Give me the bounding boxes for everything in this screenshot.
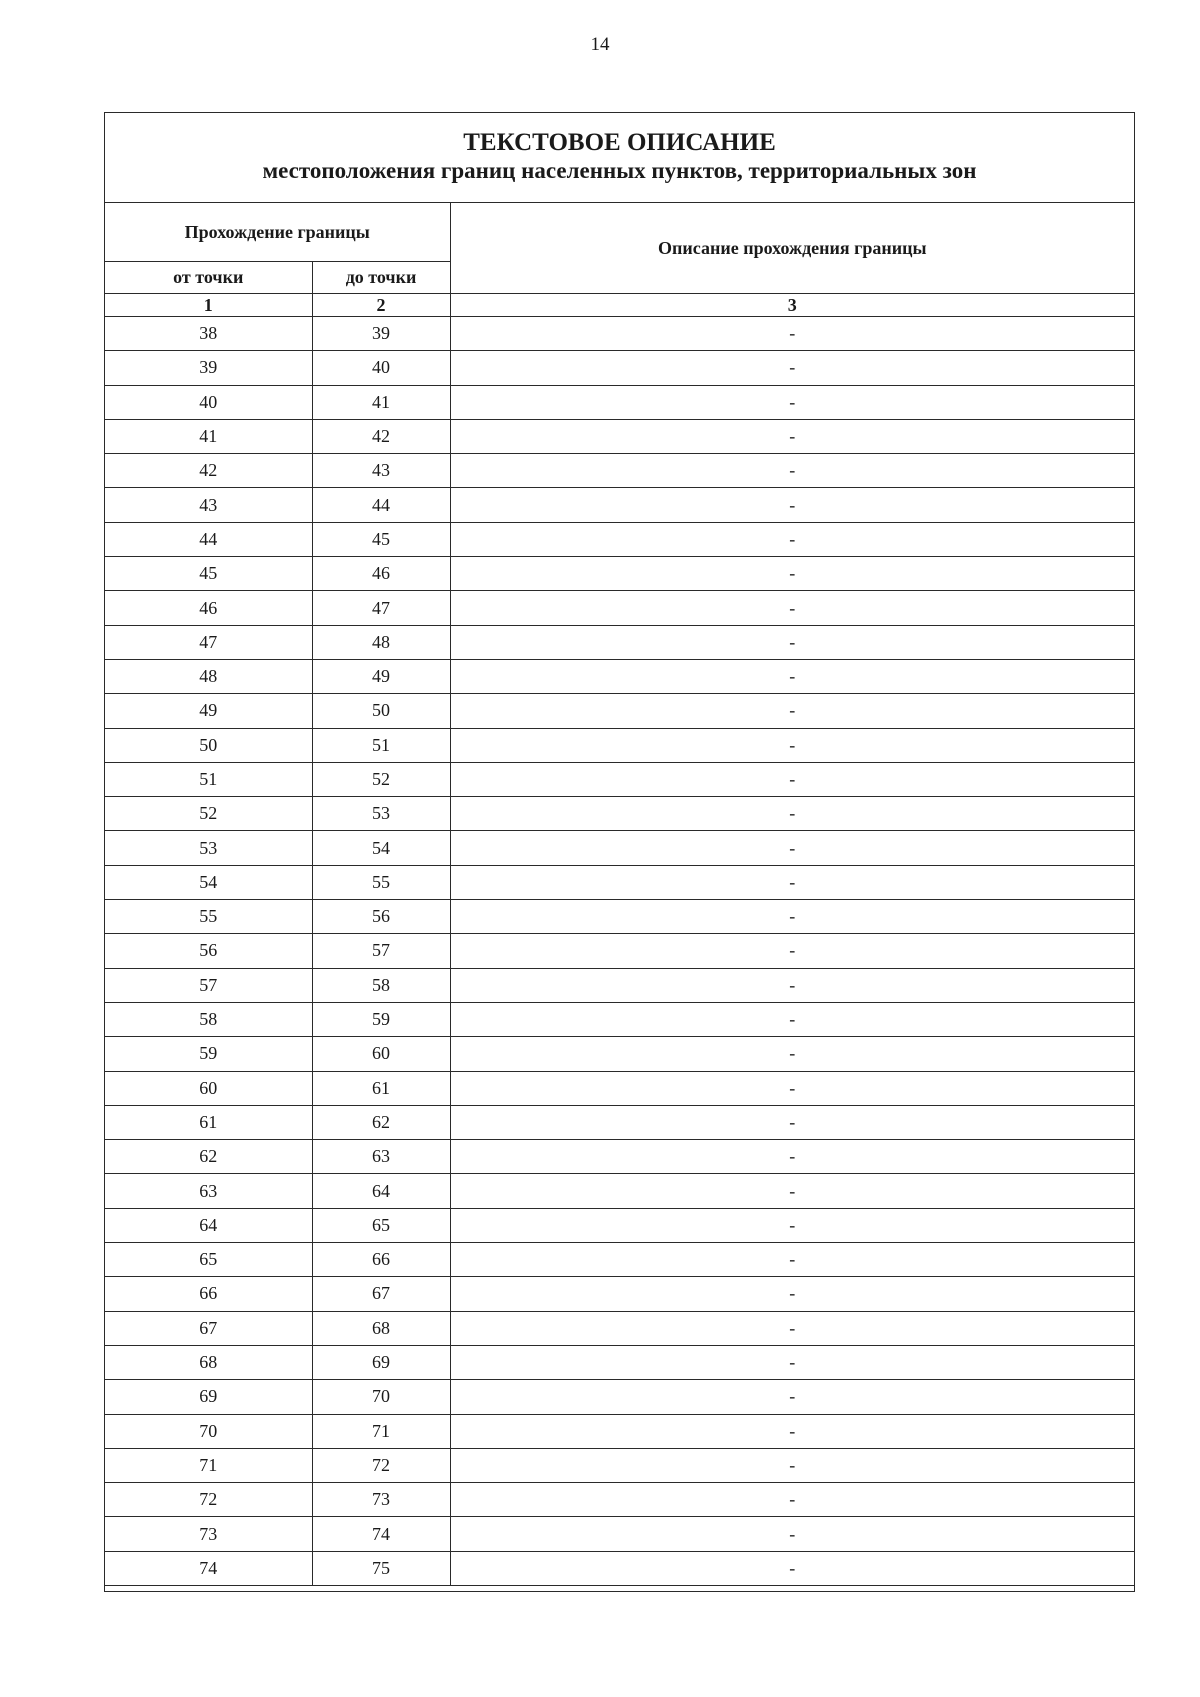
from-point-cell: 69 <box>105 1380 312 1414</box>
table-row <box>105 317 1134 351</box>
header-boundary-passage: Прохождение границы <box>105 203 450 262</box>
from-point-cell: 72 <box>105 1483 312 1517</box>
description-cell: - <box>450 351 1134 385</box>
to-point-cell: 60 <box>312 1037 450 1071</box>
from-point-cell: 62 <box>105 1140 312 1174</box>
from-point-cell: 45 <box>105 557 312 591</box>
table-row <box>105 625 1134 659</box>
from-point-cell: 38 <box>105 317 312 351</box>
description-cell: - <box>450 317 1134 351</box>
document-title: ТЕКСТОВОЕ ОПИСАНИЕ <box>463 129 776 156</box>
table-row <box>105 762 1134 796</box>
boundary-table <box>105 203 1134 1586</box>
description-cell: - <box>450 385 1134 419</box>
to-point-cell: 74 <box>312 1517 450 1551</box>
description-cell: - <box>450 762 1134 796</box>
description-cell: - <box>450 694 1134 728</box>
column-number-1: 1 <box>105 294 312 317</box>
description-cell: - <box>450 797 1134 831</box>
to-point-cell: 57 <box>312 934 450 968</box>
to-point-cell: 66 <box>312 1243 450 1277</box>
to-point-cell: 54 <box>312 831 450 865</box>
from-point-cell: 71 <box>105 1448 312 1482</box>
to-point-cell: 75 <box>312 1551 450 1585</box>
table-row <box>105 488 1134 522</box>
description-cell: - <box>450 488 1134 522</box>
table-row <box>105 1071 1134 1105</box>
description-cell: - <box>450 1105 1134 1139</box>
table-row <box>105 1174 1134 1208</box>
from-point-cell: 57 <box>105 968 312 1002</box>
table-row <box>105 900 1134 934</box>
to-point-cell: 61 <box>312 1071 450 1105</box>
description-cell: - <box>450 1140 1134 1174</box>
to-point-cell: 41 <box>312 385 450 419</box>
from-point-cell: 73 <box>105 1517 312 1551</box>
table-row <box>105 591 1134 625</box>
table-row <box>105 1483 1134 1517</box>
description-cell: - <box>450 968 1134 1002</box>
table-row <box>105 934 1134 968</box>
table-body <box>105 317 1134 1586</box>
from-point-cell: 64 <box>105 1208 312 1242</box>
to-point-cell: 70 <box>312 1380 450 1414</box>
from-point-cell: 43 <box>105 488 312 522</box>
from-point-cell: 49 <box>105 694 312 728</box>
from-point-cell: 59 <box>105 1037 312 1071</box>
to-point-cell: 50 <box>312 694 450 728</box>
table-row <box>105 1551 1134 1585</box>
document-frame <box>104 112 1135 1592</box>
description-cell: - <box>450 1037 1134 1071</box>
from-point-cell: 61 <box>105 1105 312 1139</box>
to-point-cell: 49 <box>312 659 450 693</box>
description-cell: - <box>450 1380 1134 1414</box>
description-cell: - <box>450 1551 1134 1585</box>
description-cell: - <box>450 1517 1134 1551</box>
table-row <box>105 385 1134 419</box>
table-row <box>105 1037 1134 1071</box>
to-point-cell: 46 <box>312 557 450 591</box>
description-cell: - <box>450 1311 1134 1345</box>
table-row <box>105 1414 1134 1448</box>
to-point-cell: 40 <box>312 351 450 385</box>
from-point-cell: 47 <box>105 625 312 659</box>
description-cell: - <box>450 1174 1134 1208</box>
to-point-cell: 45 <box>312 522 450 556</box>
table-row <box>105 1311 1134 1345</box>
column-number-2: 2 <box>312 294 450 317</box>
table-row <box>105 351 1134 385</box>
from-point-cell: 44 <box>105 522 312 556</box>
header-to-point: до точки <box>312 262 450 294</box>
from-point-cell: 60 <box>105 1071 312 1105</box>
description-cell: - <box>450 1448 1134 1482</box>
table-row <box>105 694 1134 728</box>
to-point-cell: 42 <box>312 419 450 453</box>
document-subtitle: местоположения границ населенных пунктов, территориальных зон <box>262 158 977 183</box>
from-point-cell: 50 <box>105 728 312 762</box>
from-point-cell: 67 <box>105 1311 312 1345</box>
description-cell: - <box>450 1243 1134 1277</box>
table-row <box>105 659 1134 693</box>
from-point-cell: 58 <box>105 1002 312 1036</box>
to-point-cell: 52 <box>312 762 450 796</box>
description-cell: - <box>450 419 1134 453</box>
to-point-cell: 56 <box>312 900 450 934</box>
to-point-cell: 71 <box>312 1414 450 1448</box>
table-row <box>105 557 1134 591</box>
table-row <box>105 1243 1134 1277</box>
from-point-cell: 54 <box>105 865 312 899</box>
table-row <box>105 1345 1134 1379</box>
table-row <box>105 1277 1134 1311</box>
table-row <box>105 1517 1134 1551</box>
to-point-cell: 48 <box>312 625 450 659</box>
to-point-cell: 44 <box>312 488 450 522</box>
description-cell: - <box>450 934 1134 968</box>
from-point-cell: 51 <box>105 762 312 796</box>
description-cell: - <box>450 591 1134 625</box>
from-point-cell: 63 <box>105 1174 312 1208</box>
page-number: 14 <box>590 34 610 55</box>
from-point-cell: 55 <box>105 900 312 934</box>
table-row <box>105 1105 1134 1139</box>
description-cell: - <box>450 1208 1134 1242</box>
title-block <box>105 113 1134 203</box>
from-point-cell: 40 <box>105 385 312 419</box>
description-cell: - <box>450 1414 1134 1448</box>
from-point-cell: 74 <box>105 1551 312 1585</box>
from-point-cell: 53 <box>105 831 312 865</box>
from-point-cell: 56 <box>105 934 312 968</box>
table-row <box>105 1380 1134 1414</box>
from-point-cell: 41 <box>105 419 312 453</box>
to-point-cell: 59 <box>312 1002 450 1036</box>
from-point-cell: 68 <box>105 1345 312 1379</box>
table-row <box>105 454 1134 488</box>
to-point-cell: 73 <box>312 1483 450 1517</box>
description-cell: - <box>450 1345 1134 1379</box>
description-cell: - <box>450 522 1134 556</box>
to-point-cell: 68 <box>312 1311 450 1345</box>
column-number-3: 3 <box>450 294 1134 317</box>
table-row <box>105 419 1134 453</box>
table-row <box>105 728 1134 762</box>
header-from-point: от точки <box>105 262 312 294</box>
table-row <box>105 522 1134 556</box>
description-cell: - <box>450 557 1134 591</box>
description-cell: - <box>450 1002 1134 1036</box>
to-point-cell: 47 <box>312 591 450 625</box>
description-cell: - <box>450 625 1134 659</box>
description-cell: - <box>450 1071 1134 1105</box>
to-point-cell: 64 <box>312 1174 450 1208</box>
to-point-cell: 58 <box>312 968 450 1002</box>
table-row <box>105 1002 1134 1036</box>
to-point-cell: 65 <box>312 1208 450 1242</box>
to-point-cell: 53 <box>312 797 450 831</box>
from-point-cell: 42 <box>105 454 312 488</box>
to-point-cell: 51 <box>312 728 450 762</box>
from-point-cell: 52 <box>105 797 312 831</box>
to-point-cell: 72 <box>312 1448 450 1482</box>
from-point-cell: 39 <box>105 351 312 385</box>
from-point-cell: 65 <box>105 1243 312 1277</box>
table-row <box>105 1140 1134 1174</box>
to-point-cell: 63 <box>312 1140 450 1174</box>
table-row <box>105 865 1134 899</box>
description-cell: - <box>450 1277 1134 1311</box>
table-row <box>105 831 1134 865</box>
table-row <box>105 1208 1134 1242</box>
to-point-cell: 43 <box>312 454 450 488</box>
description-cell: - <box>450 454 1134 488</box>
from-point-cell: 70 <box>105 1414 312 1448</box>
table-row <box>105 797 1134 831</box>
description-cell: - <box>450 900 1134 934</box>
from-point-cell: 46 <box>105 591 312 625</box>
to-point-cell: 62 <box>312 1105 450 1139</box>
header-boundary-description: Описание прохождения границы <box>450 203 1134 294</box>
to-point-cell: 55 <box>312 865 450 899</box>
to-point-cell: 67 <box>312 1277 450 1311</box>
table-row <box>105 968 1134 1002</box>
description-cell: - <box>450 1483 1134 1517</box>
from-point-cell: 66 <box>105 1277 312 1311</box>
from-point-cell: 48 <box>105 659 312 693</box>
description-cell: - <box>450 659 1134 693</box>
table-row <box>105 1448 1134 1482</box>
description-cell: - <box>450 865 1134 899</box>
to-point-cell: 39 <box>312 317 450 351</box>
to-point-cell: 69 <box>312 1345 450 1379</box>
description-cell: - <box>450 831 1134 865</box>
description-cell: - <box>450 728 1134 762</box>
